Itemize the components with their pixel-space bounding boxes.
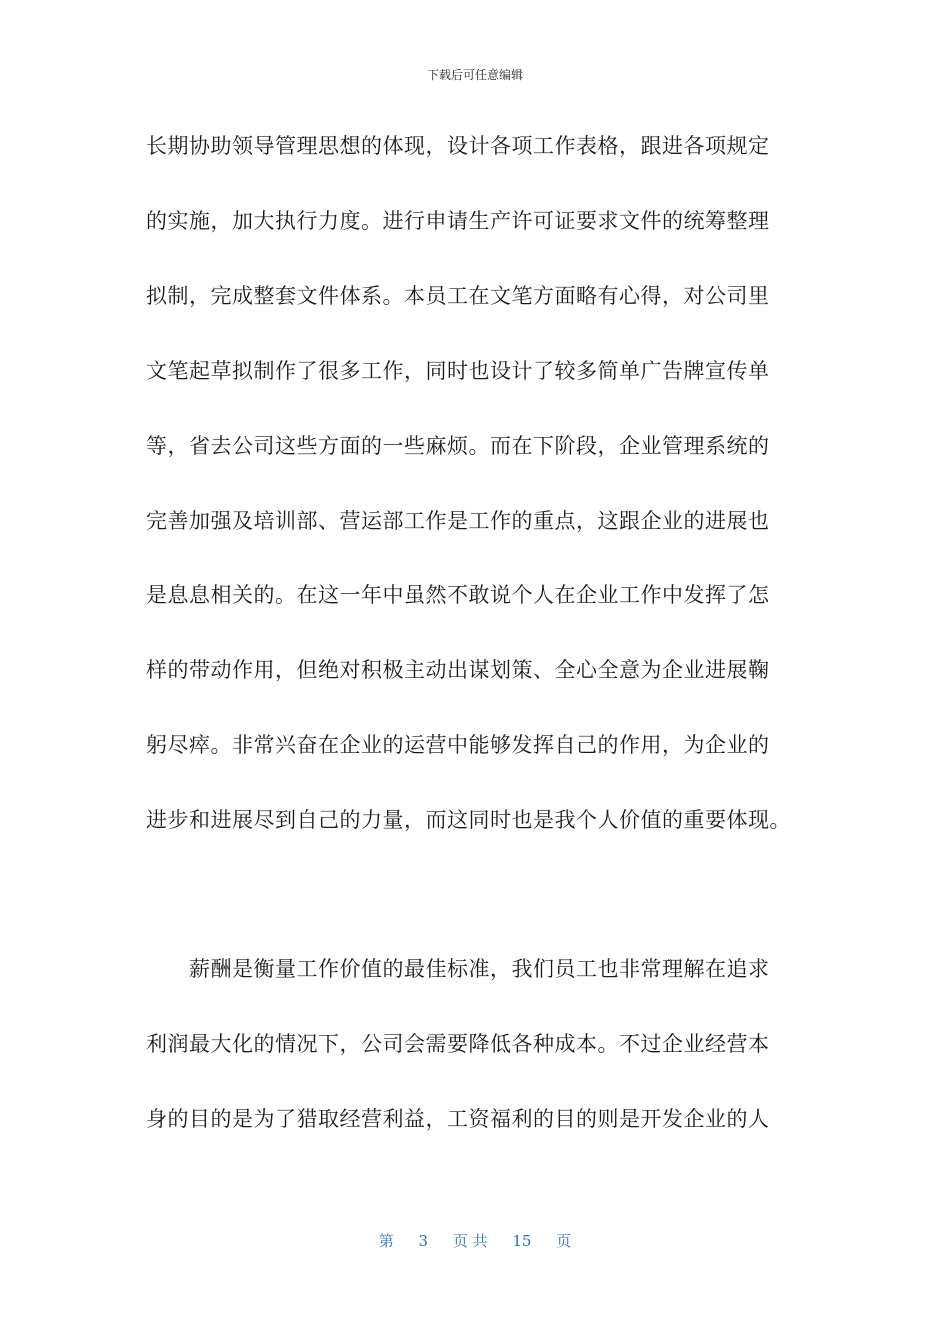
page-label: 第 [378,1232,394,1250]
paragraph-1-line-2: 的实施，加大执行力度。进行申请生产许可证要求文件的统筹整理 [146,209,770,233]
page-suffix: 页 [556,1232,572,1250]
paragraph-1-line-7: 是息息相关的。在这一年中虽然不敢说个人在企业工作中发挥了怎 [146,583,770,607]
paragraph-1-line-4: 文笔起草拟制作了很多工作，同时也设计了较多简单广告牌宣传单 [146,359,770,383]
paragraph-1-line-6: 完善加强及培训部、营运部工作是工作的重点，这跟企业的进展也 [146,509,770,533]
total-pages: 15 [512,1232,532,1250]
paragraph-2-line-3: 身的目的是为了猎取经营利益，工资福利的目的则是开发企业的人 [146,1107,770,1131]
paragraph-1-line-5: 等，省去公司这些方面的一些麻烦。而在下阶段，企业管理系统的 [146,434,770,458]
page-number: 3 [418,1232,429,1250]
paragraph-1-line-9: 躬尽瘁。非常兴奋在企业的运营中能够发挥自己的作用，为企业的 [146,733,770,757]
page-footer [0,1230,950,1251]
paragraph-1-line-10: 进步和进展尽到自己的力量，而这同时也是我个人价值的重要体现。 [146,808,791,832]
total-label: 页 共 [452,1232,488,1250]
paragraph-1-line-1: 长期协助领导管理思想的体现，设计各项工作表格，跟进各项规定 [146,134,770,158]
paragraph-2-line-2: 利润最大化的情况下，公司会需要降低各种成本。不过企业经营本 [146,1032,770,1056]
paragraph-2-line-1: 薪酬是衡量工作价值的最佳标准，我们员工也非常理解在追求 [146,957,770,981]
paragraph-1-line-3: 拟制，完成整套文件体系。本员工在文笔方面略有心得，对公司里 [146,284,770,308]
header-note: 下载后可任意编辑 [426,68,523,82]
paragraph-1-line-8: 样的带动作用，但绝对积极主动出谋划策、全心全意为企业进展鞠 [146,658,770,682]
